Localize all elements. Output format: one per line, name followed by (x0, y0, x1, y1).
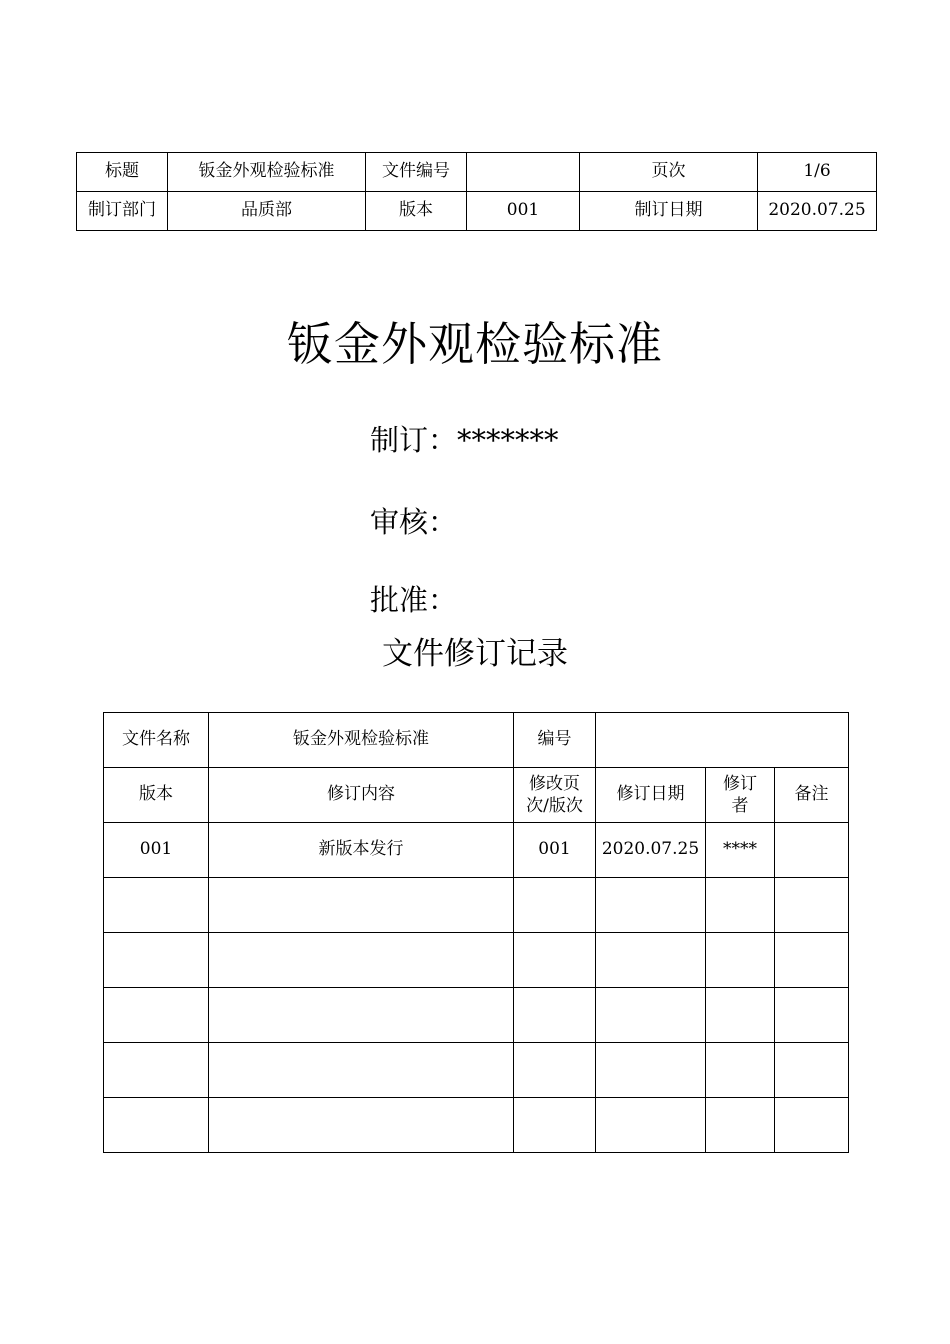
col-author-line2: 者 (731, 796, 749, 816)
number-value (596, 713, 849, 768)
cell-content: 新版本发行 (209, 823, 514, 878)
cell-author: **** (706, 823, 775, 878)
title-value: 钣金外观检验标准 (168, 153, 366, 192)
signature-approved: 批准： (370, 583, 458, 617)
version-value: 001 (467, 192, 580, 231)
document-header-table (76, 152, 877, 231)
cell-remark (775, 933, 849, 988)
col-content: 修订内容 (209, 768, 514, 823)
cell-remark (775, 1043, 849, 1098)
cell-remark (775, 878, 849, 933)
col-pages-line1: 修改页 (529, 773, 580, 794)
cell-version (104, 1098, 209, 1153)
header-row (77, 192, 877, 231)
file-info-row (104, 713, 849, 768)
dept-value: 品质部 (168, 192, 366, 231)
table-row (104, 1098, 849, 1153)
cell-author (706, 1098, 775, 1153)
cell-author (706, 878, 775, 933)
col-author-line1: 修订 (723, 773, 757, 794)
cell-remark (775, 823, 849, 878)
cell-pages (514, 933, 596, 988)
cell-version (104, 933, 209, 988)
file-name-value: 钣金外观检验标准 (209, 713, 514, 768)
cell-remark (775, 1098, 849, 1153)
cell-content (209, 1043, 514, 1098)
file-name-label: 文件名称 (104, 713, 209, 768)
document-title: 钣金外观检验标准 (287, 317, 663, 371)
cell-content (209, 933, 514, 988)
table-row (104, 823, 849, 878)
cell-version (104, 878, 209, 933)
doc-no-value (467, 153, 580, 192)
col-pages-line2: 次/版次 (526, 796, 583, 816)
cell-pages (514, 878, 596, 933)
cell-content (209, 1098, 514, 1153)
col-author (706, 768, 775, 823)
header-row (77, 153, 877, 192)
title-label: 标题 (77, 153, 168, 192)
cell-date (596, 933, 706, 988)
cell-date (596, 988, 706, 1043)
dept-label: 制订部门 (77, 192, 168, 231)
col-pages (514, 768, 596, 823)
cell-date (596, 878, 706, 933)
cell-content (209, 988, 514, 1043)
cell-pages (514, 1098, 596, 1153)
cell-author (706, 933, 775, 988)
signature-reviewed: 审核： (370, 505, 458, 539)
cell-content (209, 878, 514, 933)
revision-record-title: 文件修订记录 (382, 636, 568, 672)
cell-remark (775, 988, 849, 1043)
cell-version (104, 988, 209, 1043)
signature-drafted: 制订：******* (370, 423, 559, 457)
table-row (104, 933, 849, 988)
cell-version (104, 1043, 209, 1098)
date-value: 2020.07.25 (758, 192, 877, 231)
table-row (104, 878, 849, 933)
col-remark: 备注 (775, 768, 849, 823)
col-version: 版本 (104, 768, 209, 823)
doc-no-label: 文件编号 (366, 153, 467, 192)
cell-pages: 001 (514, 823, 596, 878)
col-date: 修订日期 (596, 768, 706, 823)
cell-date (596, 1098, 706, 1153)
cell-date (596, 1043, 706, 1098)
cell-author (706, 988, 775, 1043)
column-header-row (104, 768, 849, 823)
table-row (104, 1043, 849, 1098)
cell-pages (514, 1043, 596, 1098)
page-value: 1/6 (758, 153, 877, 192)
cell-date: 2020.07.25 (596, 823, 706, 878)
number-label: 编号 (514, 713, 596, 768)
version-label: 版本 (366, 192, 467, 231)
cell-version: 001 (104, 823, 209, 878)
date-label: 制订日期 (580, 192, 758, 231)
revision-record-table (103, 712, 849, 1153)
page-label: 页次 (580, 153, 758, 192)
cell-pages (514, 988, 596, 1043)
cell-author (706, 1043, 775, 1098)
table-row (104, 988, 849, 1043)
